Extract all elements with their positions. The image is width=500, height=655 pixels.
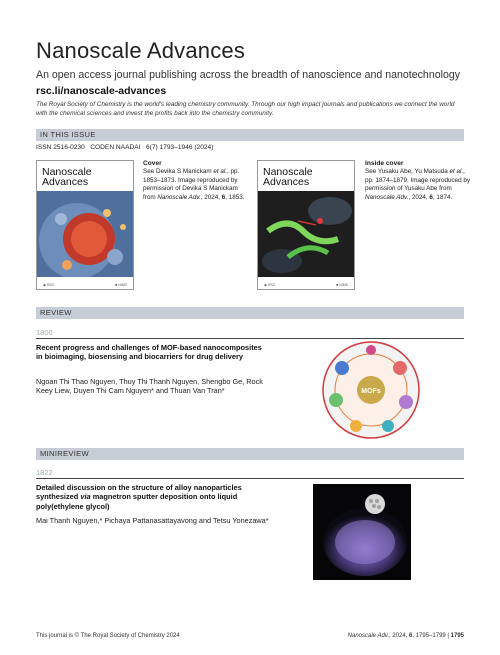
rsc-logo-icon: ◉ RSC (43, 283, 55, 287)
front-cover-image[interactable] (36, 160, 134, 290)
review-authors: Ngoan Thi Thao Nguyen, Thuy Thi Thanh Nguyen, Shengbo Ge, Rock Keey Liew, Duyen Thi Cam Nguyen* and Thuan Van Tran* (36, 377, 263, 396)
coden: CODEN NAADAI (90, 144, 141, 151)
inside-cover-caption: Inside cover See Yusaku Abe, Yu Matsuda et al., pp. 1874–1879. Image reproduced by permission of Yusaku Abe from Nanoscale Adv., 2024, 6, 1874. (365, 160, 473, 202)
minireview-divider (36, 478, 464, 479)
review-page-number: 1800 (36, 328, 53, 337)
minireview-heading: MINIREVIEW (36, 448, 464, 460)
review-graphical-abstract[interactable] (312, 340, 430, 440)
rsc-logo-icon: ◉ RSC (264, 283, 276, 287)
nims-logo-icon: ■ NIMS (115, 283, 127, 287)
journal-url-link[interactable]: rsc.li/nanoscale-advances (36, 85, 167, 97)
rsc-blurb: The Royal Society of Chemistry is the world's leading chemistry community. Through our high impact journals and publications we connect the world with the chemical sciences and invest the profits back into the chemistry community. (36, 101, 455, 117)
minireview-article-title[interactable]: Detailed discussion on the structure of alloy nanoparticles synthesized via magnetron sputter deposition onto liquid poly(ethylene glycol) (36, 483, 242, 511)
front-cover-footer (37, 277, 133, 289)
inside-cover-image[interactable] (257, 160, 355, 290)
review-divider (36, 338, 464, 339)
minireview-graphical-abstract[interactable] (313, 484, 411, 580)
front-cover-title: Nanoscale Advances (42, 166, 92, 188)
front-cover-caption: Cover See Devika S Manickam et al., pp. 1853–1873. Image reproduced by permission of Devika S Manickam from Nanoscale Adv., 2024, 6, 1853. (143, 160, 251, 202)
journal-subtitle: An open access journal publishing across the breadth of nanoscience and nanotechnology (36, 69, 461, 81)
review-heading: REVIEW (36, 307, 464, 319)
issue-range: 6(7) 1793–1946 (2024) (145, 144, 214, 151)
front-cover-label: Cover (143, 160, 162, 167)
review-article-title[interactable]: Recent progress and challenges of MOF-based nanocomposites in bioimaging, biosensing and biocarriers for drug delivery (36, 343, 262, 362)
mofs-center-label: MOFs (361, 388, 381, 395)
footer-citation: Nanoscale Adv., 2024, 6, 1795–1799 | 1795 (347, 633, 464, 639)
issn: ISSN 2516-0230 (36, 144, 85, 151)
inside-cover-footer (258, 277, 354, 289)
inside-cover-label: Inside cover (365, 160, 404, 167)
journal-title: Nanoscale Advances (36, 38, 246, 63)
minireview-authors: Mai Thanh Nguyen,* Pichaya Pattanasattayavong and Tetsu Yonezawa* (36, 516, 269, 525)
inside-cover-title: Nanoscale Advances (263, 166, 313, 188)
issue-identifiers (36, 144, 213, 151)
minireview-page-number: 1822 (36, 468, 53, 477)
footer-copyright: This journal is © The Royal Society of Chemistry 2024 (36, 633, 180, 639)
nims-logo-icon: ■ NIMS (336, 283, 348, 287)
in-this-issue-heading: IN THIS ISSUE (36, 129, 464, 141)
